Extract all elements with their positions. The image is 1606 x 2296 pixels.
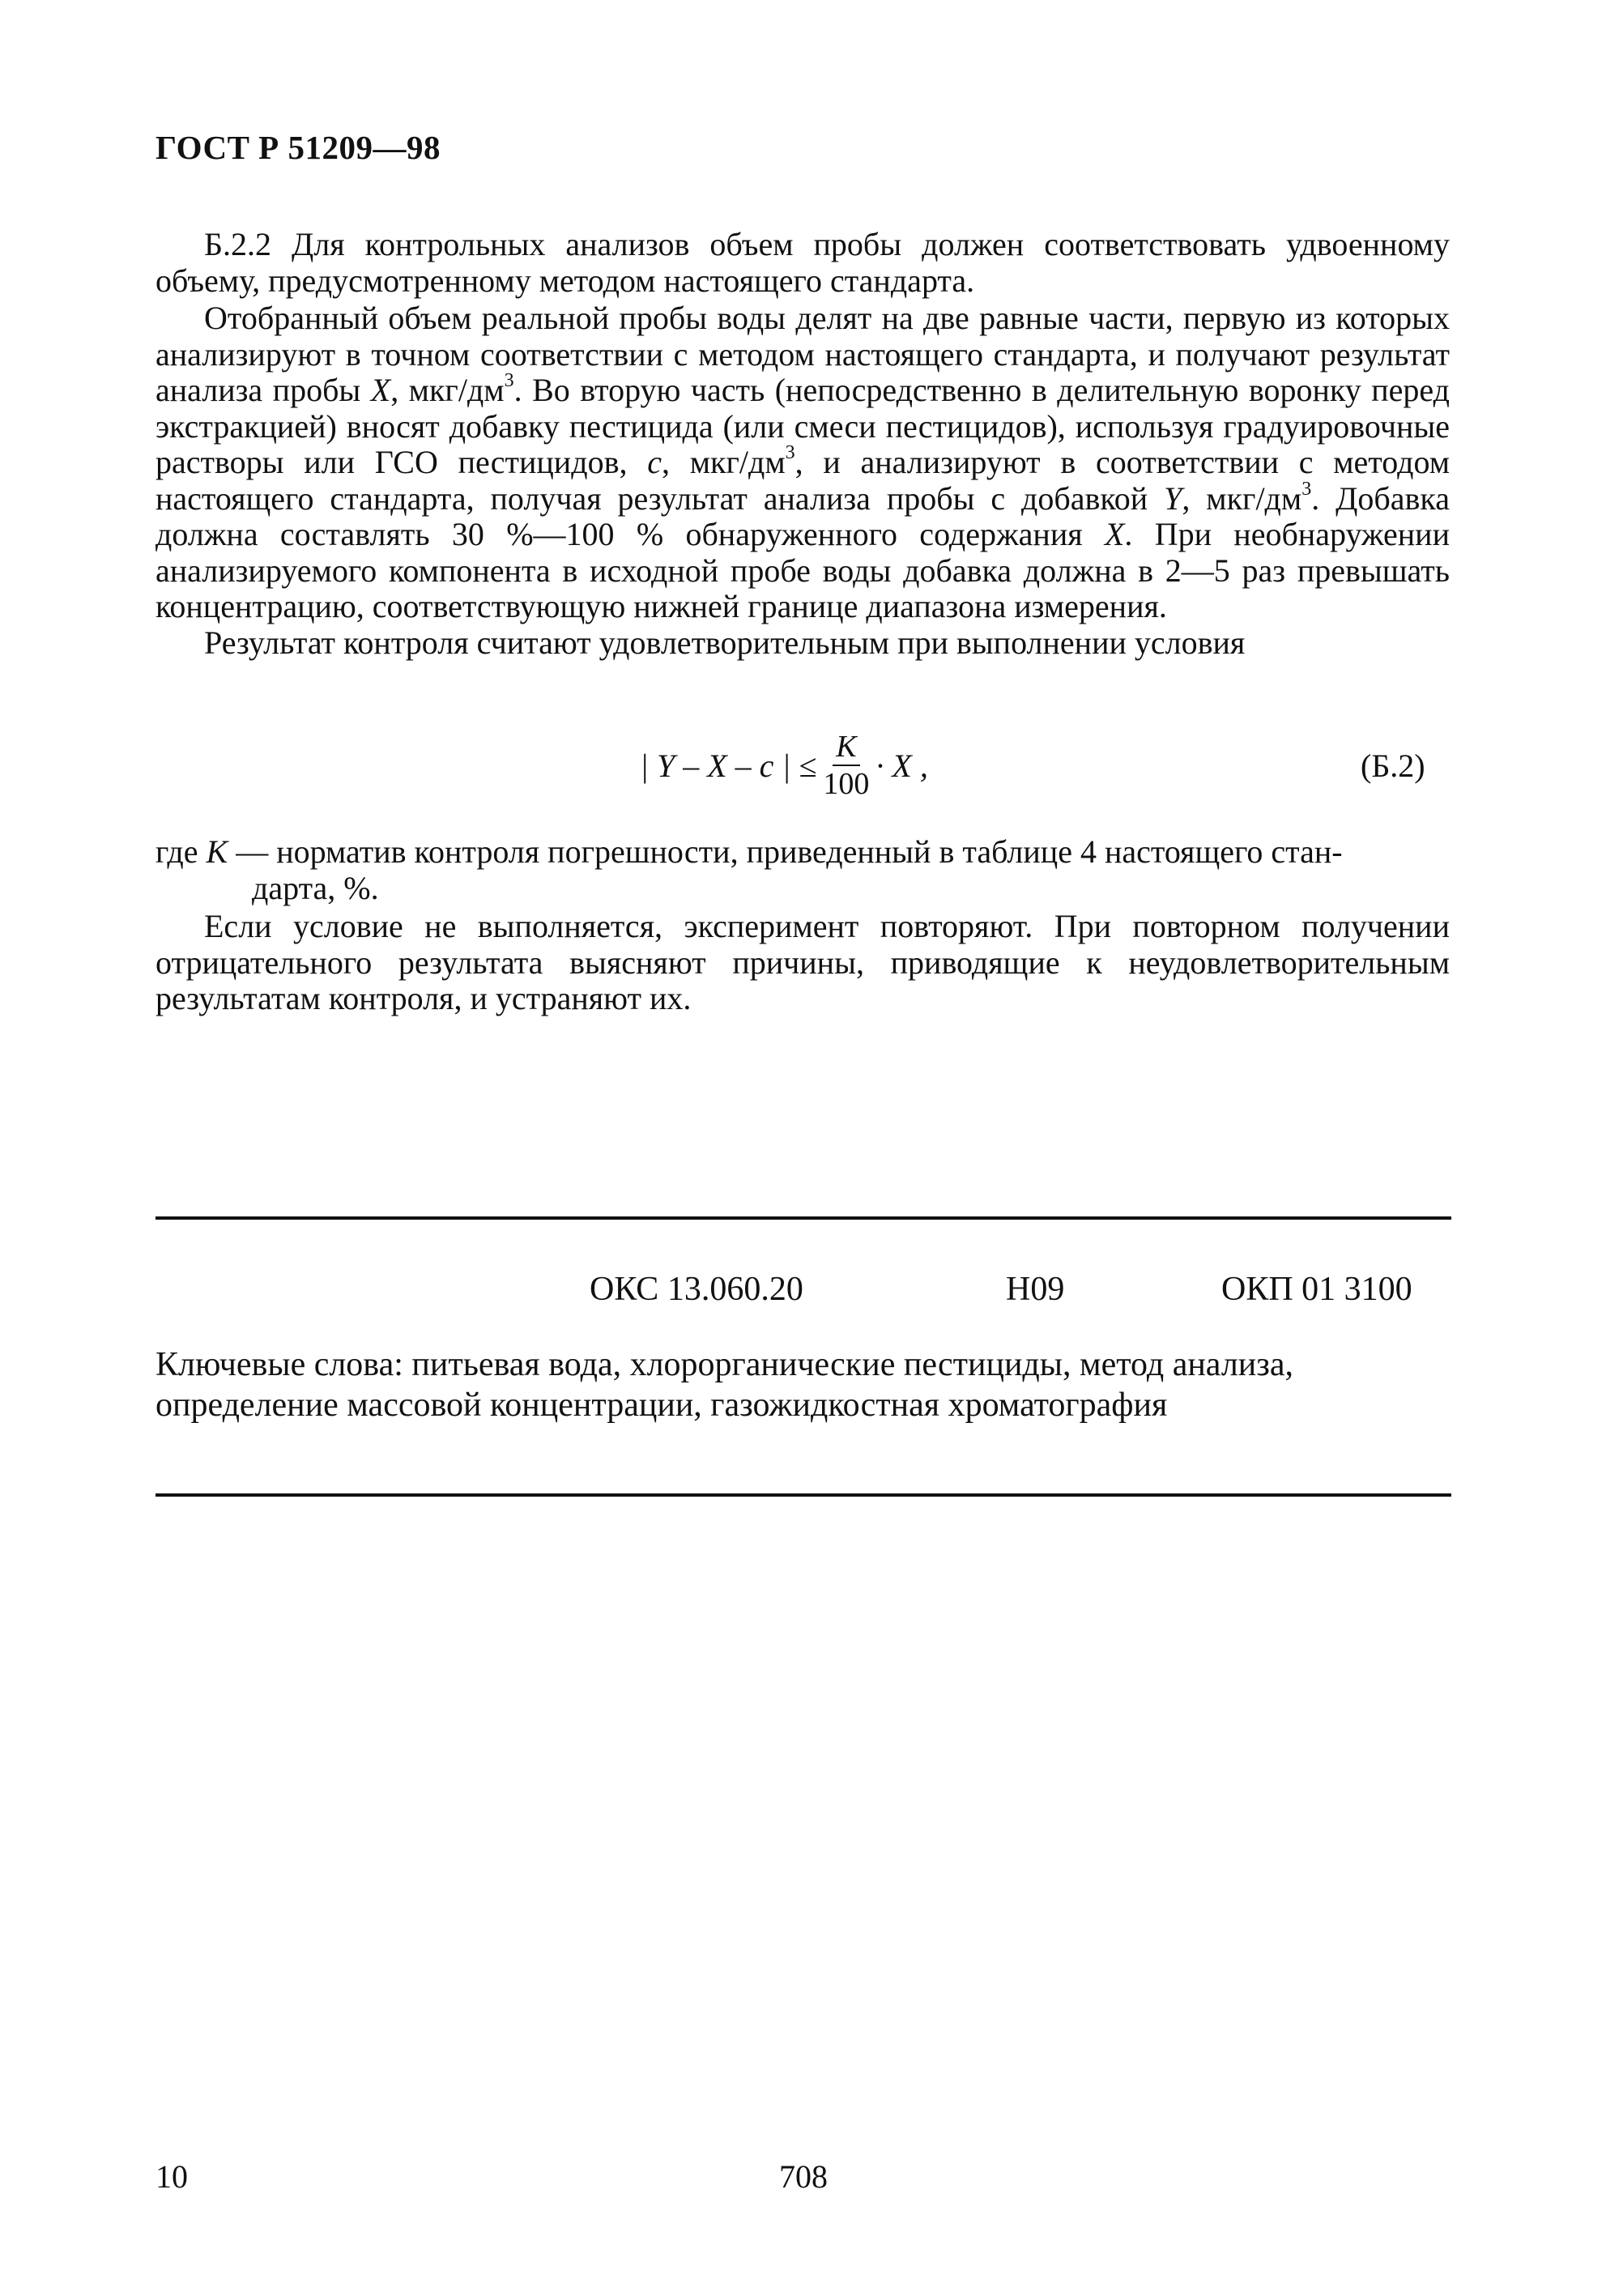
- formula-rhs: · X ,: [875, 747, 928, 784]
- standard-designation: ГОСТ Р 51209—98: [155, 129, 441, 166]
- oks-code: ОКС 13.060.20: [590, 1271, 803, 1308]
- closing-text: [155, 909, 1450, 1017]
- paragraph-b22: Б.2.2 Для контрольных анализов объем пробы должен соответствовать удвоенному объему, предусмотренному методом настоящего стандарта.: [155, 226, 1450, 299]
- var-x: X: [1104, 516, 1125, 552]
- formula-number: (Б.2): [1361, 748, 1425, 784]
- formula-fraction: [823, 731, 869, 799]
- keywords: Ключевые слова: питьевая вода, хлорорганические пестициды, метод анализа, определение массовой концентрации, газожидкостная хроматография: [155, 1346, 1293, 1424]
- divider-top: [155, 1216, 1451, 1220]
- legend-line-1: где K — норматив контроля погрешности, приведенный в таблице 4 настоящего стан-: [155, 833, 1343, 870]
- sheet-number: 708: [779, 2158, 828, 2195]
- paragraph-condition: Результат контроля считают удовлетворительным при выполнении условия: [204, 624, 1246, 661]
- formula-b2: [640, 729, 928, 802]
- var-y: Y: [1164, 479, 1182, 517]
- paragraph-repeat: Если условие не выполняется, эксперимент повторяют. При повторном получении отрицательного результата выясняют причины, приводящие к неудовлетворительным результатам контроля, и устраняют их.: [155, 908, 1450, 1016]
- formula-legend: [155, 834, 1450, 906]
- classification-code: Н09: [1006, 1271, 1065, 1308]
- page-number: 10: [155, 2158, 188, 2195]
- fraction-denominator: 100: [823, 767, 870, 801]
- var-c: c: [647, 444, 662, 480]
- body-text: [155, 227, 1450, 661]
- fraction-numerator: K: [833, 731, 859, 766]
- var-x: X: [370, 372, 391, 408]
- divider-bottom: [155, 1493, 1451, 1497]
- okp-code: ОКП 01 3100: [1221, 1271, 1412, 1308]
- legend-line-2: дарта, %.: [252, 869, 379, 906]
- paragraph-sample-split: Отобранный объем реальной пробы воды делят на две равные части, первую из которых анализируют в точном соответствии с методом настоящего стандарта, и получают результат анализа пробы X, мкг/$дм^3$. Во вторую часть (непосредственно в делительную воронку перед экстракцией) вносят добавку пестицида (или смеси пестицидов), используя градуировочные растворы или ГСО пестицидов, c, мкг/$дм^3$, и анализируют в соответствии с методом настоящего стандарта, получая результат анализа пробы с добавкой Y, мкг/$дм^3$. Добавка должна составлять 30 %—100 % обнаруженного содержания X. При необнаружении анализируемого компонента в исходной пробе воды добавка должна в 2—5 раз превышать концентрацию, соответствующую нижней границе диапазона измерения.: [155, 300, 1451, 624]
- formula-lhs: | Y – X – c | ≤: [640, 747, 817, 784]
